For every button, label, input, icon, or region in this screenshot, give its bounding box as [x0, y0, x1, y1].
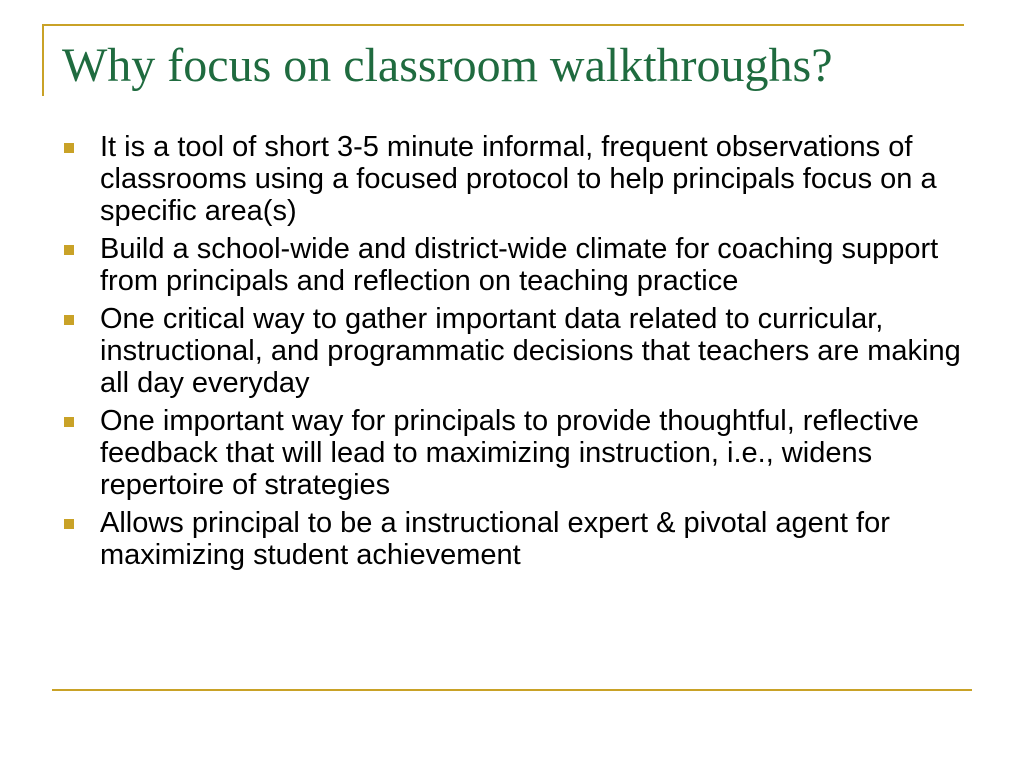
bullet-text: Allows principal to be a instructional expert & pivotal agent for maximizing student achievement: [100, 507, 890, 571]
bullet-text: One critical way to gather important data related to curricular, instructional, and programmatic decisions that teachers are making all day everyday: [100, 303, 961, 399]
bullet-item: [62, 405, 972, 501]
bullet-item: [62, 131, 972, 227]
square-bullet-icon: [64, 143, 74, 153]
bullet-text: It is a tool of short 3-5 minute informal, frequent observations of classrooms using a focused protocol to help principals focus on a specific area(s): [100, 131, 937, 227]
bullet-text: Build a school-wide and district-wide climate for coaching support from principals and reflection on teaching practice: [100, 233, 939, 297]
top-accent-line: [42, 24, 964, 26]
bullet-list: [62, 131, 972, 577]
square-bullet-icon: [64, 245, 74, 255]
bullet-text: One important way for principals to provide thoughtful, reflective feedback that will lead to maximizing instruction, i.e., widens repertoire of strategies: [100, 405, 919, 501]
bullet-item: [62, 303, 972, 399]
left-accent-line: [42, 24, 44, 96]
square-bullet-icon: [64, 519, 74, 529]
square-bullet-icon: [64, 417, 74, 427]
bottom-accent-line: [52, 689, 972, 691]
bullet-item: [62, 233, 972, 297]
slide-title: Why focus on classroom walkthroughs?: [62, 39, 833, 92]
bullet-item: [62, 507, 972, 571]
square-bullet-icon: [64, 315, 74, 325]
